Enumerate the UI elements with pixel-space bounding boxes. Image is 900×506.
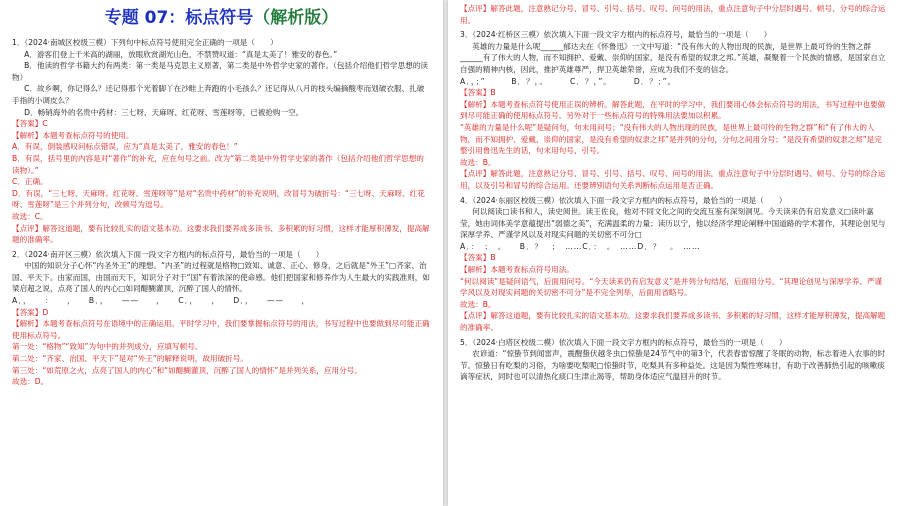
right-paragraph: 故选：B。	[460, 157, 496, 167]
left-paragraph: 第三处：“如荒原之火，点亮了国人的内心”和“如醍醐灌顶，沉醉了国人的情怀”是并列关系，应用分号。	[12, 365, 362, 375]
right-paragraph: 【答案】B	[460, 253, 496, 263]
right-body	[460, 3, 888, 383]
left-paragraph: C．正确。	[12, 177, 48, 187]
left-paragraph: B．有误，括号里的内容是对“著作”的补充，应在句号之前。改为“第二类是中外哲学史家的著作（包括介绍他们哲学思想的读物）。”	[12, 153, 424, 175]
left-paragraph: 【点评】解答这道题，要有比较扎实的语文基本功。这要求我们要养成多读书、多积累的好习惯，这样才能厚积薄发，提高解题的准确率。	[12, 223, 430, 245]
left-paragraph: A．游客们登上千米高的湖丽，放眼欣赏湖光山色，不禁赞叹道：“真是太美了！雅安的春色。”	[24, 49, 338, 59]
right-paragraph: 4．（2024·东丽区校级三模）依次填入下面一段文字方框内的标点符号，最恰当的一项是（ ）	[460, 195, 787, 205]
left-paragraph: 【解析】本题考查标点符号的使用。	[12, 130, 134, 140]
left-paragraph: 【答案】D	[12, 307, 49, 317]
left-body	[12, 34, 431, 388]
left-paragraph: B．他读的哲学书籍大约有两类：第一类是马克思主义原著，第二类是中外哲学史家的著作。（包括介绍他们哲学思想的读物）	[12, 61, 429, 82]
right-paragraph: 【点评】解答此题，注意熟记分号、冒号、引号、括号、叹号、问号的用法，重点注意句子中分层时遇号、顿号、分号的综合运用，以及引号和冒号的综合运用。还要辨别语句关系判断标点运用是否正确。	[460, 169, 886, 190]
left-paragraph: D．畅销海外的名贵中药材：三七呀、天麻呀、红花呀、雪莲呀等，已被抢购一空。	[24, 107, 304, 117]
right-paragraph: 【点评】解答此题，注意熟记分号、冒号、引号、括号、叹号、问号的用法，重点注意句子中分层时遇号、顿号、分号的综合运用。	[460, 4, 886, 25]
right-paragraph: “何以阅读”是疑问语气，后面用问号。“今天读来仍有启发意义”是并列分句结尾，后面用分号。“其理论创见与深厚学养、严谨学风以及对现实问题的关切密不可分”是不完全列举，后面用省略号。	[460, 276, 883, 298]
document-page-right	[448, 0, 900, 506]
right-paragraph: 【解析】本题考查标点符号用法。	[460, 265, 574, 275]
left-paragraph: 【答案】C	[12, 119, 48, 129]
left-paragraph: 2．（2024·南开区三模）依次填入下面一段文字方框内的标点符号，最恰当的一项是（ ）	[12, 249, 324, 259]
right-paragraph: 农谚道：“惊蛰节到闻雷声，震醒蛰伏越冬虫□惊蛰是24节气中的第3个，代表春雷惊醒了冬眠的动物，标志着进入农事的时节。惊蛰日有吃梨的习俗，为啥要吃梨呢□惊蛰时节，吃梨具有多种益处。这是因为梨性寒味甘，有助于改善肺热引起的咳嗽痰滴等症状，同时也可以清热化痰口生津止渴等，帮助身体适应气温回升的时节。	[460, 349, 886, 382]
left-paragraph: 【解析】本题考查标点符号在语境中的正确运用。平时学习中，我们要掌握标点符号的用法，书写过程中也要做到尽可能正确使用标点符号。	[12, 319, 430, 340]
left-paragraph: A．， ： ， B．， —— ， C．， ， D．， —— ，	[12, 296, 310, 306]
right-paragraph: 3．（2024·红桥区三模）依次填入下面一段文字方框内的标点符号，最恰当的一项是（ ）	[460, 30, 772, 40]
right-paragraph: A．，；” B．？，。 C．？，”。 D．？；”。	[460, 76, 677, 86]
document-page-left	[0, 0, 443, 506]
page-title	[12, 5, 431, 31]
left-paragraph: 第二处：“齐家、治国、平天下”是对“外王”的解释说明，故用破折号。	[12, 354, 248, 364]
right-paragraph: 【点评】解答这道题，要有比较扎实的语文基本功。这要求我们要养成多读书、多积累的好习惯，这样才能厚积薄发，提高解题的准确率。	[460, 311, 886, 333]
right-paragraph: 故选：B。	[460, 299, 496, 309]
right-paragraph: 5．（2024·白塔区校级二模）依次填入下面一段文字方框内的标点符号，最恰当的一项是（ ）	[460, 337, 787, 347]
right-paragraph: 英雄的力量是什么呢______郁达夫在《怀鲁迅》一文中写道：“没有伟大的人物出现的民族，是世界上最可怜的生物之群______有了伟大的人物，而不知拥护、爱戴、崇仰的国家，是没有希望的奴隶之邦。”英雄，凝聚着一个民族的情感，是国家自立自强的精神内核，因此，推护英雄尊严，捍卫英雄荣誉，应成为我们不变的信念。	[460, 41, 886, 74]
left-paragraph: C．故乡啊，你记得么？还记得那个光着脚丫在沙畦上奔跑的小毛孩么？还记得从八月的枝头编摘酸枣而划破衣服、扎破手指的小调皮么？	[12, 84, 425, 105]
left-paragraph: A．有误，倒装感叹问标点错误，应为“真是太美了，雅安的春色！”	[12, 142, 238, 152]
title-sub: （解析版）	[253, 8, 339, 28]
title-main: 专题 07：标点符号	[104, 8, 254, 28]
right-paragraph: 【答案】B	[460, 88, 496, 98]
left-paragraph: 第一处：“格物”“致知”为句中的并列成分，应填写顿号。	[12, 342, 203, 352]
right-paragraph: 【解析】本题考查标点符号使用正误的辨析。解答此题，在平时的学习中，我们要用心体会标点符号的用法，书写过程中也要做到尽可能正确的使用标点符号。另外对于一些标点符号的特殊用法要加以积累。	[460, 99, 886, 121]
right-paragraph: A．： ； 。 B．？ ； ……C．： 。 ……D．？ 。 ……	[460, 241, 701, 251]
right-paragraph: “英雄的力量是什么呢”是疑问句，句末用问号；“没有伟大的人物出现的民族，是世界上最可怜的生物之群”和“有了伟大的人物，而不知拥护、爱戴、崇仰的国家，是没有希望的奴隶之邦”是并列的分句，分句之间用分号；“是没有希望的奴隶之邦”是完整引用鲁迅先生的话，句末用句号、引号。	[460, 122, 882, 156]
left-paragraph: 中国的知识分子心怀“内圣外王”的理想。“内圣”的过程就是格物□致知、诚意、正心、修身，之后就是“外王”□齐家、治国、平天下。由家而国，由国而天下，知识分子对于“国”有着浓深的使命感。他们把国家和修养作为人生最大的实践准则，如梁启超之说，点亮了国人的内心□如同醍醐灌顶，沉醉了国人的情怀。	[12, 261, 430, 294]
left-paragraph: 故选：D。	[12, 377, 49, 387]
left-paragraph: D．有误，“三七呀、天麻呀、红花呀、雪莲呀等”是对“名贵中药材”的补充说明，改冒号为破折号：“三七呀、天麻呀、红花呀、雪莲呀”是三个并列分句，改顿号为逗号。	[12, 188, 425, 210]
right-paragraph: 何以阅读□读书和人，读史阅世。读王佐良，他对不同文化之间的交流互鉴有深刻洞见。今天读来仍有启发意义□读叶嘉莹，她由词体美学意蕴提出“弱德之美”，充满温柔的力量；读历以宁，他以经济学理论阐释中国道路的学术著作，其理论创见与深厚学养、严谨学风以及对现实问题的关切密不可分□	[460, 207, 886, 240]
left-paragraph: 1．（2024·南城区校级三模）下列句中标点符号使用完全正确的一项是（ ）	[12, 38, 278, 47]
left-paragraph: 故选：C。	[12, 211, 48, 221]
